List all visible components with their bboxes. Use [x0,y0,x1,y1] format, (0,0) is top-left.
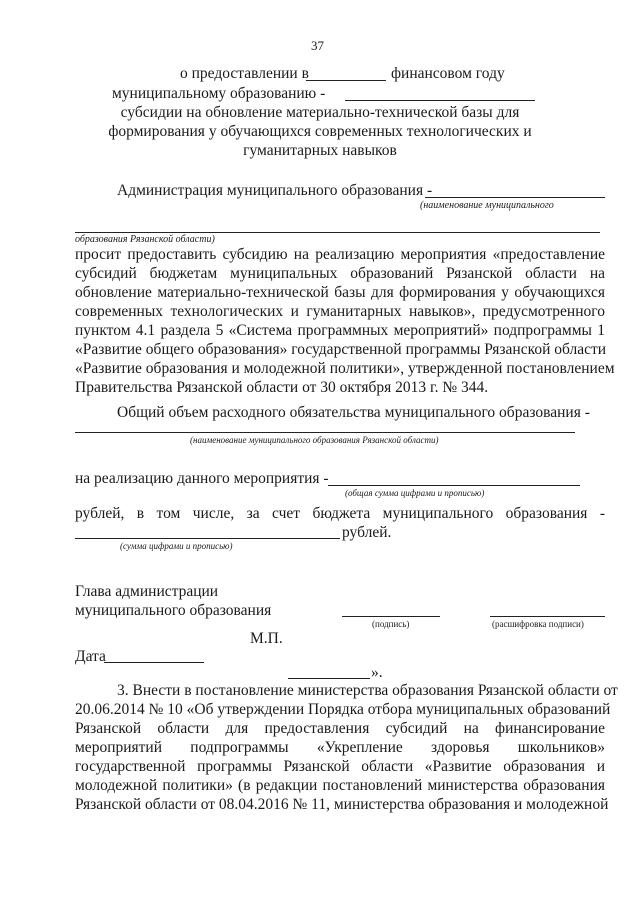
admin-caption-1: (наименование муниципального [420,200,554,211]
sum-caption: (общая сумма цифрами и прописью) [345,488,485,498]
section3-line-6: Рязанской области от 08.04.2016 № 11, министерства образования и молодежной [75,796,609,813]
rubles-end: рублей. [342,524,392,541]
rubles-blank [75,538,340,539]
request-last-line: Правительства Рязанской области от 30 октября 2013 г. № 344. [75,379,489,396]
admin-label: Администрация муниципального образования - [117,182,433,199]
request-line-2: субсидий бюджетам муниципальных образований Рязанской области на [75,265,605,282]
header-line4: формирования у обучающихся современных технологических и [108,123,532,140]
section3-line-5: молодежной политики» (в редакции постановлений министерства образования [75,777,605,794]
municipality-blank [345,100,535,101]
section3-line-1: 20.06.2014 № 10 «Об утверждении Порядка отбора муниципальных образований [75,701,611,718]
decode-blank [490,616,605,617]
header-line1-start: о предоставлении в [180,65,309,82]
sum-caption-2: (сумма цифрами и прописью) [120,541,233,551]
date-label: Дата [75,648,106,665]
volume-line: Общий объем расходного обязательства муниципального образования - [117,404,590,421]
date-end: ». [371,664,383,681]
request-line-6: «Развитие общего образования» государственной программы Рязанской области [75,341,607,358]
decode-caption: (расшифровка подписи) [492,619,584,629]
head-title-1: Глава администрации [75,583,219,600]
year-blank [306,80,386,81]
admin-blank-2 [75,232,600,233]
admin-blank [425,197,605,198]
request-line-5: пунктом 4.1 раздела 5 «Система программных мероприятий» подпрограммы 1 [75,322,605,339]
implementation-label: на реализацию данного мероприятия - [75,470,329,487]
admin-caption-2: образования Рязанской области) [75,234,215,245]
volume-caption: (наименование муниципального образования Рязанской области) [190,435,439,445]
section3-line-3: мероприятий подпрограммы «Укрепление здоровья школьников» [75,739,605,756]
request-line-1: просит предоставить субсидию на реализацию мероприятия «предоставление [75,246,605,263]
volume-blank [75,432,575,433]
request-line-4: современных технологических и гуманитарных навыков», предусмотренного [75,303,605,320]
page-number: 37 [311,38,324,53]
date-blank-1 [104,662,204,663]
signature-blank [342,616,440,617]
header-line1-end: финансовом году [391,65,505,82]
request-line-7: «Развитие образования и молодежной политики», утвержденной постановлением [75,360,615,377]
header-line2: муниципальному образованию - [112,85,326,102]
seal-label: М.П. [250,630,283,647]
section3-first-line: 3. Внести в постановление министерства образования Рязанской области от [117,682,618,699]
rubles-line: рублей, в том числе, за счет бюджета муниципального образования - [75,505,605,522]
header-line5: гуманитарных навыков [243,142,397,159]
header-line3: субсидии на обновление материально-технической базы для [120,104,520,121]
section3-line-4: государственной программы Рязанской области «Развитие образования и [75,758,605,775]
implementation-blank [328,485,580,486]
sign-caption: (подпись) [372,619,410,629]
head-title-2: муниципального образования [75,602,272,619]
request-line-3: обновление материально-технической базы для формирования у обучающихся [75,284,605,301]
section3-line-2: Рязанской области для предоставления субсидий на финансирование [75,720,605,737]
date-blank-2 [288,678,370,679]
